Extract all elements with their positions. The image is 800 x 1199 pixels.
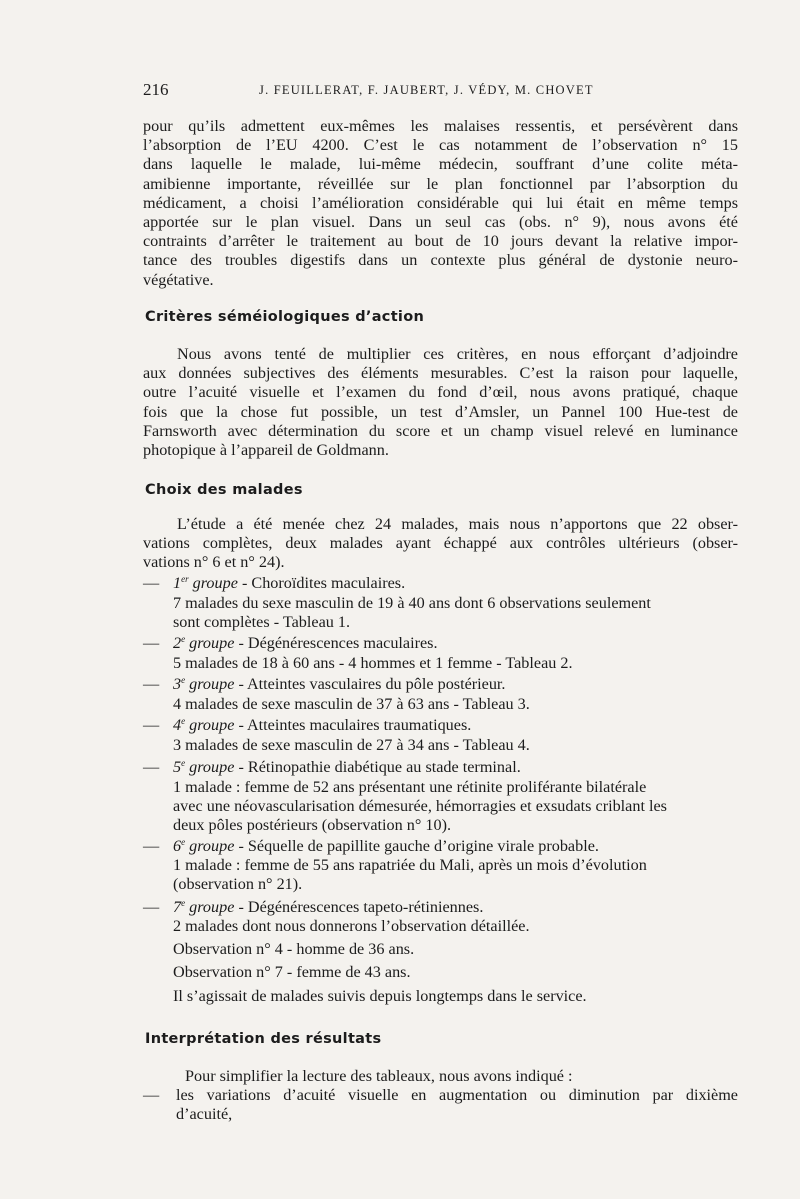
text-line: d’acuité, (176, 1105, 233, 1124)
group-title (173, 898, 483, 917)
group-detail: deux pôles postérieurs (observation n° 10). (173, 816, 452, 834)
group-detail: 5 malades de 18 à 60 ans - 4 hommes et 1 femme - Tableau 2. (173, 654, 573, 672)
group-detail: avec une néovascularisation démesurée, hémorragies et exsudats criblant les (173, 797, 667, 815)
page-number: 216 (143, 80, 169, 99)
text-line: aux données subjectives des éléments mesurables. C’est la raison pour laquelle, (143, 364, 738, 383)
running-title: J. FEUILLERAT, F. JAUBERT, J. VÉDY, M. CHOVET (259, 83, 594, 97)
group-description: - Rétinopathie diabétique au stade terminal. (234, 758, 521, 776)
group-number: 5 (173, 758, 182, 776)
section-heading-interpretation: Interprétation des résultats (145, 1031, 382, 1047)
group-title (173, 837, 599, 856)
group-label: groupe (189, 675, 235, 693)
group-number: 4 (173, 716, 182, 734)
choix-paragraph (143, 515, 738, 573)
group-suffix: e (181, 837, 186, 847)
page-header (143, 80, 743, 102)
intro-paragraph (143, 117, 738, 290)
text-line: dans laquelle le malade, lui-même médecin, souffrant d’une colite méta- (143, 155, 738, 174)
list-dash: — (143, 574, 160, 592)
text-line: outre l’acuité visuelle et l’examen du fond d’œil, nous avons pratiqué, chaque (143, 383, 738, 402)
group-number: 3 (173, 675, 182, 693)
interpretation-bullet (176, 1086, 738, 1124)
group-description: - Choroïdites maculaires. (237, 574, 406, 592)
group-detail: (observation n° 21). (173, 875, 303, 893)
text-line: amibienne importante, réveillée sur le plan fonctionnel par l’absorption du (143, 174, 738, 193)
group-detail: 4 malades de sexe masculin de 37 à 63 ans - Tableau 3. (173, 695, 530, 713)
text-line: contraints d’arrêter le traitement au bout de 10 jours devant la relative impor- (143, 232, 738, 251)
text-line: vations complètes, deux malades ayant échappé aux contrôles ultérieurs (obser- (143, 534, 738, 553)
section-heading-choix: Choix des malades (145, 482, 303, 498)
group-detail: 1 malade : femme de 55 ans rapatriée du Mali, après un mois d’évolution (173, 856, 647, 874)
group-number: 1 (173, 574, 182, 592)
text-line: Farnsworth avec détermination du score et un champ visuel relevé en luminance (143, 421, 738, 440)
list-dash: — (143, 716, 160, 734)
section-heading-criteres: Critères séméiologiques d’action (145, 309, 425, 325)
group-number: 6 (173, 837, 182, 855)
text-line: photopique à l’appareil de Goldmann. (143, 441, 389, 460)
text-line: les variations d’acuité visuelle en augmentation ou diminution par dixième (176, 1086, 738, 1104)
list-dash: — (143, 898, 160, 916)
group-suffix: e (181, 675, 186, 685)
text-line: apportée sur le plan visuel. Dans un seul cas (obs. n° 9), nous avons été (143, 213, 738, 232)
group-suffix: e (181, 758, 186, 768)
group-label: groupe (192, 574, 238, 592)
group-title (173, 716, 471, 735)
text-line: fois que la chose fut possible, un test d’Amsler, un Pannel 100 Hue-test de (143, 402, 738, 421)
list-dash: — (143, 634, 160, 652)
group-title (173, 634, 438, 653)
interpretation-intro: Pour simplifier la lecture des tableaux, nous avons indiqué : (185, 1067, 573, 1085)
group-number: 2 (173, 634, 182, 652)
group-suffix: er (181, 574, 189, 584)
text-line: végétative. (143, 270, 214, 289)
text-line: l’absorption de l’EU 4200. C’est le cas notamment de l’observation n° 15 (143, 136, 738, 155)
group-title (173, 758, 521, 777)
group-detail: sont complètes - Tableau 1. (173, 613, 351, 631)
group-suffix: e (181, 634, 186, 644)
group-detail: 1 malade : femme de 52 ans présentant une rétinite proliférante bilatérale (173, 778, 647, 796)
list-dash: — (143, 1086, 160, 1104)
text-line: médicament, a choisi l’amélioration considérable qui lui était en même temps (143, 193, 738, 212)
group-suffix: e (181, 898, 186, 908)
list-dash: — (143, 837, 160, 855)
group-label: groupe (189, 837, 235, 855)
text-line: vations n° 6 et n° 24). (143, 553, 285, 572)
group-number: 7 (173, 898, 182, 916)
group-detail: 7 malades du sexe masculin de 19 à 40 ans dont 6 observations seulement (173, 594, 651, 612)
text-line: Nous avons tenté de multiplier ces critères, en nous efforçant d’adjoindre (177, 345, 738, 363)
group-description: - Atteintes vasculaires du pôle postérieur. (234, 675, 506, 693)
group-label: groupe (189, 634, 235, 652)
group-title (173, 574, 405, 593)
group-label: groupe (189, 758, 235, 776)
text-line: tance des troubles digestifs dans un contexte plus général de dystonie neuro- (143, 251, 738, 270)
list-dash: — (143, 675, 160, 693)
group-detail: 2 malades dont nous donnerons l’observation détaillée. (173, 917, 530, 935)
group-title (173, 675, 505, 694)
group-detail: Il s’agissait de malades suivis depuis longtemps dans le service. (173, 987, 587, 1005)
criteres-paragraph (143, 345, 738, 460)
group-description: - Dégénérescences tapeto-rétiniennes. (234, 898, 484, 916)
text-line: L’étude a été menée chez 24 malades, mais nous n’apportons que 22 obser- (177, 515, 738, 533)
group-label: groupe (189, 898, 235, 916)
group-label: groupe (189, 716, 235, 734)
group-suffix: e (181, 716, 186, 726)
list-dash: — (143, 758, 160, 776)
group-detail: Observation n° 7 - femme de 43 ans. (173, 963, 411, 981)
group-description: - Atteintes maculaires traumatiques. (234, 716, 472, 734)
group-description: - Dégénérescences maculaires. (234, 634, 438, 652)
group-detail: Observation n° 4 - homme de 36 ans. (173, 940, 415, 958)
group-description: - Séquelle de papillite gauche d’origine virale probable. (234, 837, 599, 855)
text-line: pour qu’ils admettent eux-mêmes les malaises ressentis, et persévèrent dans (143, 117, 738, 135)
group-detail: 3 malades de sexe masculin de 27 à 34 ans - Tableau 4. (173, 736, 530, 754)
